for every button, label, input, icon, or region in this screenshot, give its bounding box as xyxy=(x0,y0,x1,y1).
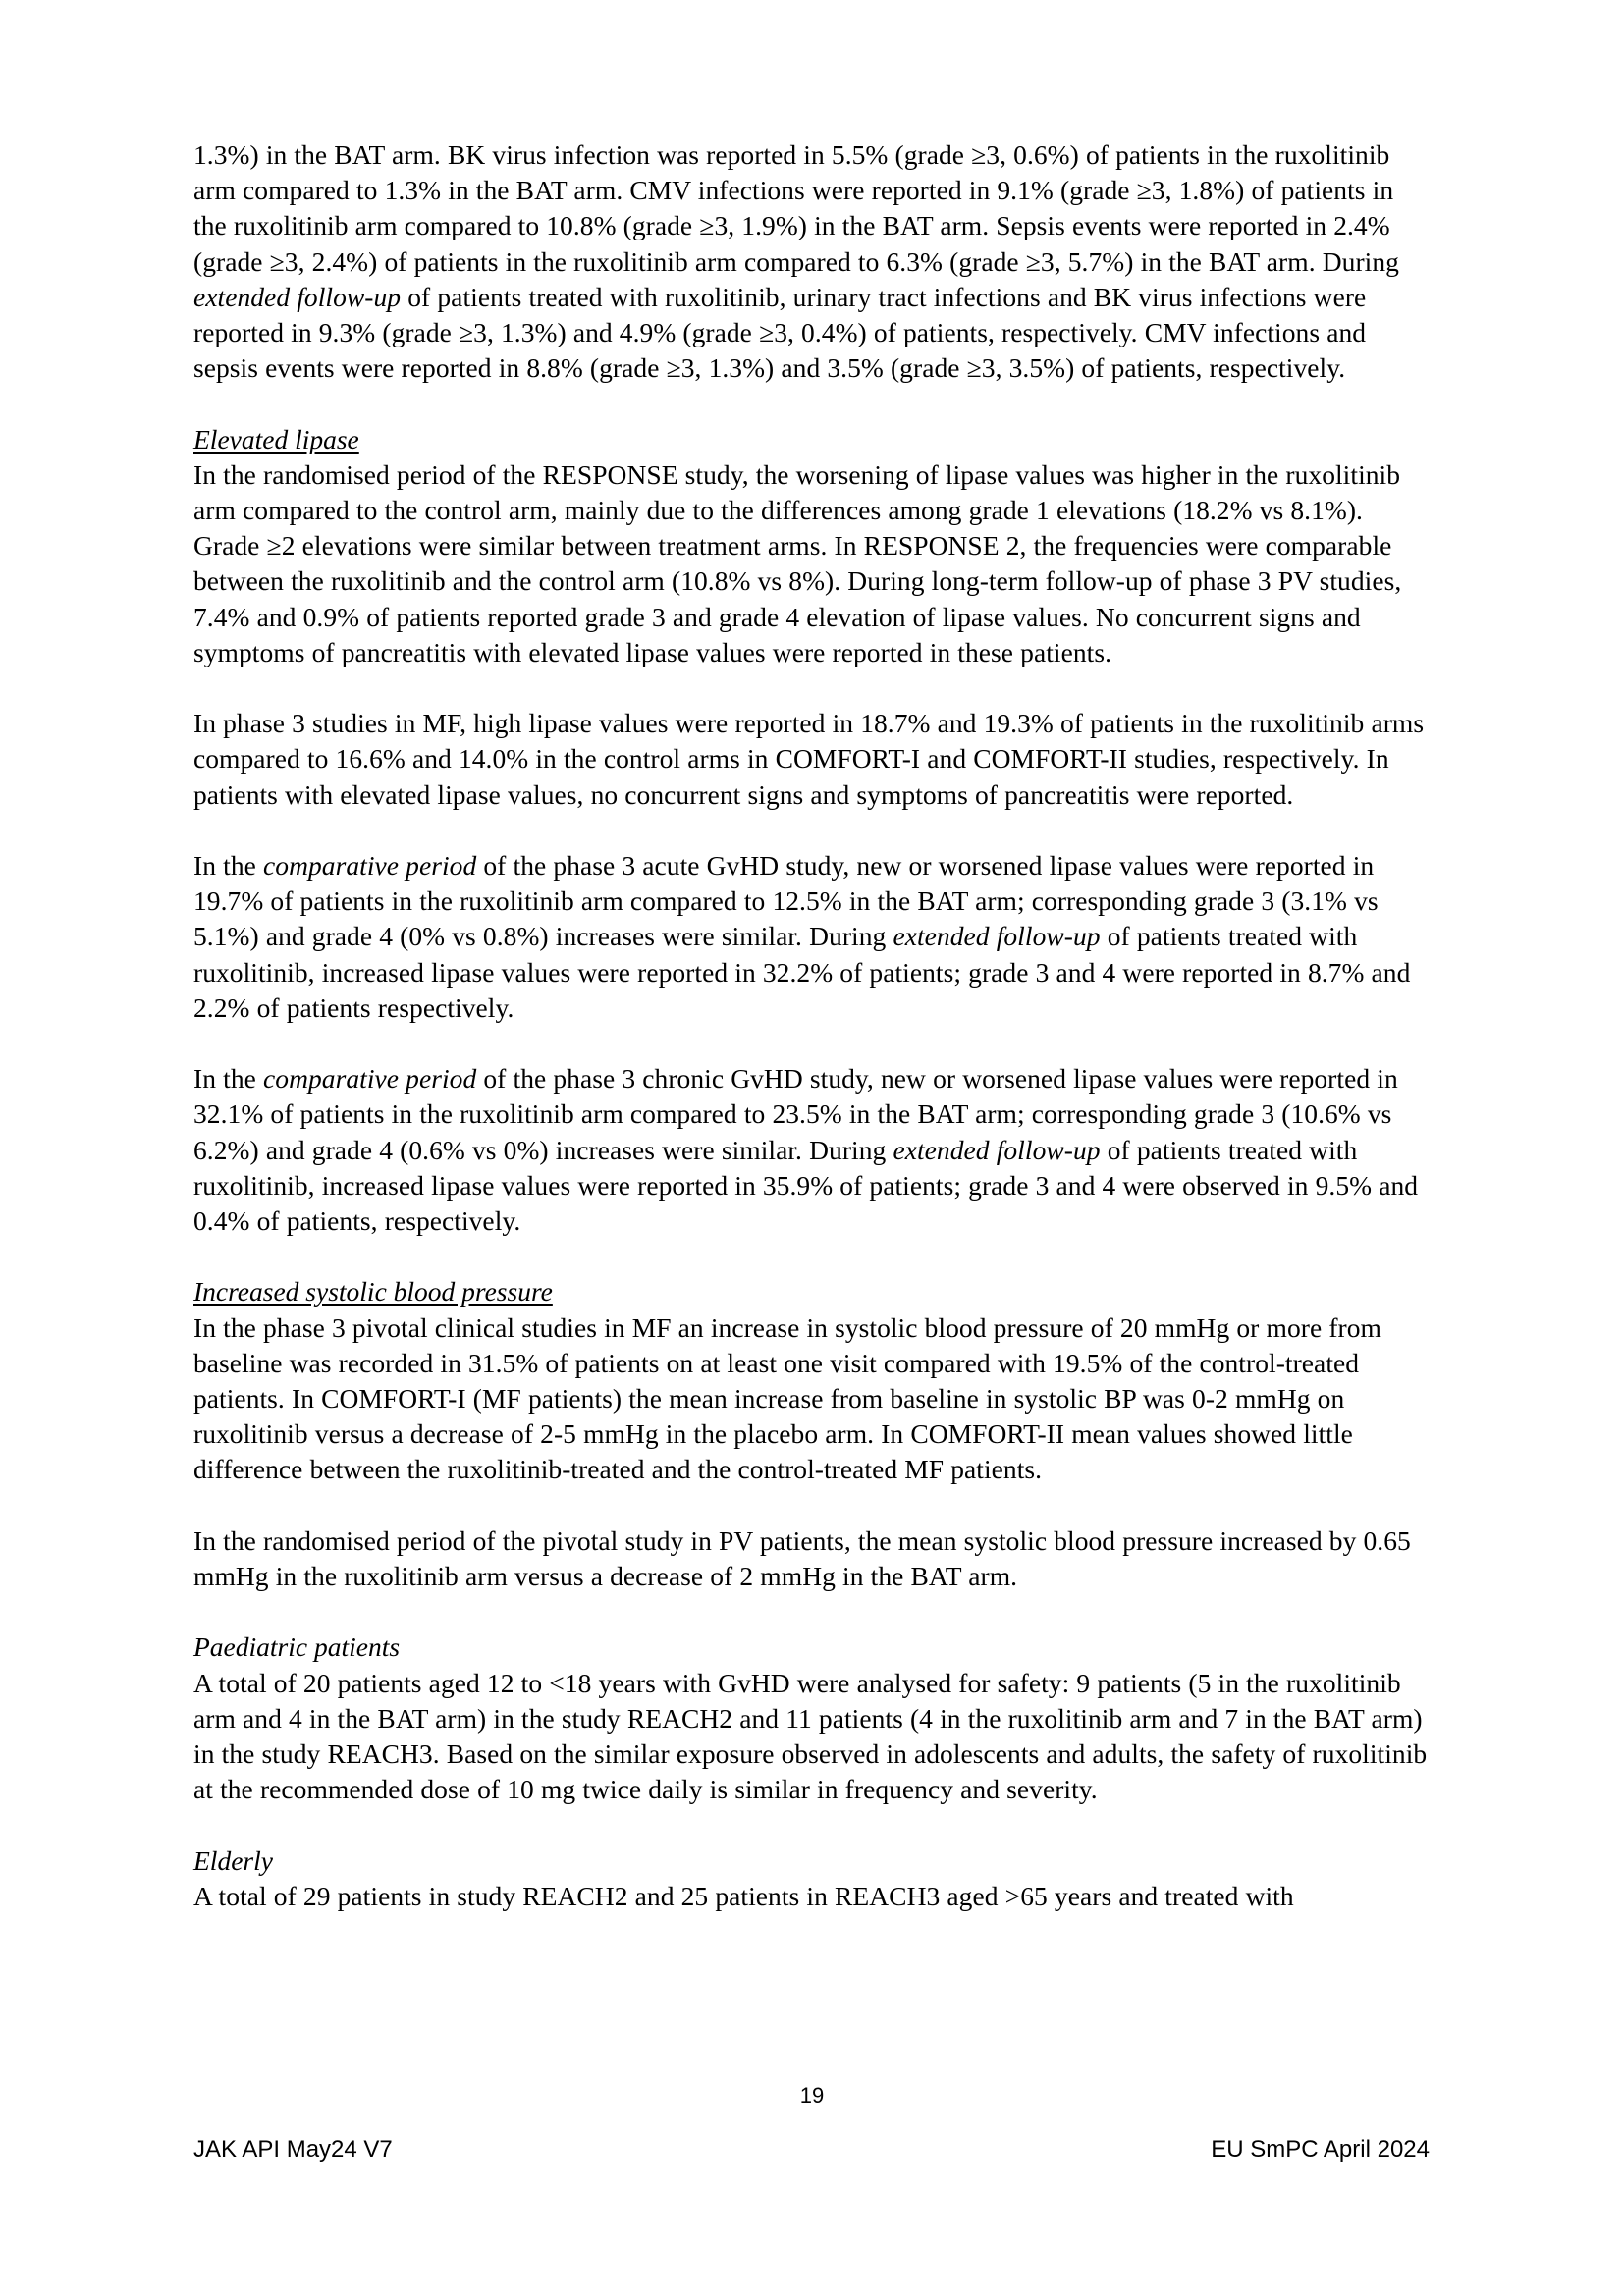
paragraph-lipase-chronic-gvhd xyxy=(193,1061,1433,1239)
heading-paediatric-patients: Paediatric patients xyxy=(193,1631,401,1663)
paragraph-lipase-acute-gvhd-seg2: of the phase 3 acute GvHD study, new or worsened lipase values were reported in 19.7% of patients in the ruxolitinib arm compared to 12.5% in the BAT arm; corresponding grade 3 (3.1% vs 5.1%) and grade 4 (0% vs 0.8%) increases were similar. During xyxy=(193,850,1379,952)
paragraph-lipase-acute-gvhd-seg3: of patients treated with ruxolitinib, increased lipase values were reported in 32.2% of patients; grade 3 and 4 were reported in 8.7% and 2.2% of patients respectively. xyxy=(193,921,1411,1023)
heading-increased-systolic-blood-pressure: Increased systolic blood pressure xyxy=(193,1276,553,1308)
paragraph-bp-mf: In the phase 3 pivotal clinical studies in MF an increase in systolic blood pressure of 20 mmHg or more from baseline was recorded in 31.5% of patients on at least one visit compared with 19.5% of the control-treated patients. In COMFORT-I (MF patients) the mean increase from baseline in systolic BP was 0-2 mmHg on ruxolitinib versus a decrease of 2-5 mmHg in the placebo arm. In COMFORT-II mean values showed little difference between the ruxolitinib-treated and the control-treated MF patients. xyxy=(193,1311,1381,1485)
paragraph-infections xyxy=(193,137,1433,386)
paragraph-lipase-mf: In phase 3 studies in MF, high lipase values were reported in 18.7% and 19.3% of patients in the ruxolitinib arms compared to 16.6% and 14.0% in the control arms in COMFORT-I and COMFORT-II studies, respectively. In patients with elevated lipase values, no concurrent signs and symptoms of pancreatitis were reported. xyxy=(193,708,1425,810)
paragraph-paediatric-patients: A total of 20 patients aged 12 to <18 years with GvHD were analysed for safety: 9 patients (5 in the ruxolitinib arm and 4 in the BAT arm) in the study REACH2 and 11 patients (4 in the ruxolitinib arm and 7 in the BAT arm) in the study REACH3. Based on the similar exposure observed in adolescents and adults, the safety of ruxolitinib at the recommended dose of 10 mg twice daily is similar in frequency and severity. xyxy=(193,1667,1428,1805)
page-footer xyxy=(193,2136,1430,2163)
paragraph-lipase-pv: In the randomised period of the RESPONSE study, the worsening of lipase values was higher in the ruxolitinib arm compared to the control arm, mainly due to the differences among grade 1 elevations (18.2% vs 8.1%). Grade ≥2 elevations were similar between treatment arms. In RESPONSE 2, the frequencies were comparable between the ruxolitinib and the control arm (10.8% vs 8%). During long-term follow-up of phase 3 PV studies, 7.4% and 0.9% of patients reported grade 3 and grade 4 elevation of lipase values. No concurrent signs and symptoms of pancreatitis with elevated lipase values were reported in these patients. xyxy=(193,458,1402,667)
paragraph-bp-pv: In the randomised period of the pivotal study in PV patients, the mean systolic blood pressure increased by 0.65 mmHg in the ruxolitinib arm versus a decrease of 2 mmHg in the BAT arm. xyxy=(193,1524,1411,1592)
footer-document-code: JAK API May24 V7 xyxy=(193,2136,393,2163)
paragraph-lipase-acute-gvhd xyxy=(193,848,1433,1026)
emphasis-extended-follow-up: extended follow-up xyxy=(893,921,1101,952)
emphasis-extended-follow-up: extended follow-up xyxy=(193,281,402,312)
paragraph-infections-seg1: 1.3%) in the BAT arm. BK virus infection was reported in 5.5% (grade ≥3, 0.6%) of patients in the ruxolitinib arm compared to 1.3% in the BAT arm. CMV infections were reported in 9.1% (grade ≥3, 1.8%) of patients in the ruxolitinib arm compared to 10.8% (grade ≥3, 1.9%) in the BAT arm. Sepsis events were reported in 2.4% (grade ≥3, 2.4%) of patients in the ruxolitinib arm compared to 6.3% (grade ≥3, 5.7%) in the BAT arm. During xyxy=(193,139,1399,277)
emphasis-extended-follow-up: extended follow-up xyxy=(893,1134,1101,1165)
emphasis-comparative-period: comparative period xyxy=(263,1063,477,1095)
paragraph-lipase-chronic-gvhd-seg3: of patients treated with ruxolitinib, increased lipase values were reported in 35.9% of patients; grade 3 and 4 were observed in 9.5% and 0.4% of patients, respectively. xyxy=(193,1134,1419,1237)
heading-elderly: Elderly xyxy=(193,1844,273,1876)
emphasis-comparative-period: comparative period xyxy=(263,850,477,881)
page-number: 19 xyxy=(799,2083,825,2108)
paragraph-elderly: A total of 29 patients in study REACH2 and 25 patients in REACH3 aged >65 years and treated with xyxy=(193,1880,1294,1911)
page-content xyxy=(193,137,1433,1914)
footer-source-reference: EU SmPC April 2024 xyxy=(1211,2136,1430,2163)
paragraph-lipase-acute-gvhd-seg1: In the xyxy=(193,850,264,881)
paragraph-lipase-chronic-gvhd-seg2: of the phase 3 chronic GvHD study, new or worsened lipase values were reported in 32.1% of patients in the ruxolitinib arm compared to 23.5% in the BAT arm; corresponding grade 3 (10.6% vs 6.2%) and grade 4 (0.6% vs 0%) increases were similar. During xyxy=(193,1063,1398,1165)
heading-elevated-lipase: Elevated lipase xyxy=(193,423,359,454)
paragraph-lipase-chronic-gvhd-seg1: In the xyxy=(193,1063,264,1095)
paragraph-infections-seg2: of patients treated with ruxolitinib, urinary tract infections and BK virus infections were reported in 9.3% (grade ≥3, 1.3%) and 4.9% (grade ≥3, 0.4%) of patients, respectively. CMV infections and sepsis events were reported in 8.8% (grade ≥3, 1.3%) and 3.5% (grade ≥3, 3.5%) of patients, respectively. xyxy=(193,281,1367,384)
